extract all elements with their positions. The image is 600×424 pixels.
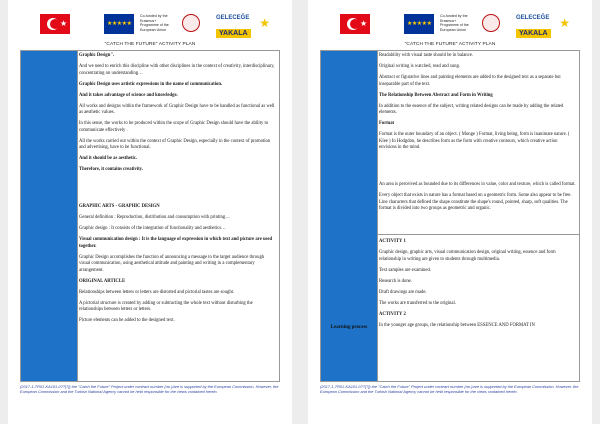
paragraph: All the works carried out within the context of Graphic Design, especially in the context of promotion and advertising, have to be functional. <box>79 138 271 150</box>
paragraph: In the younger age groups, the relationship between ESSENCE AND FORMAT IN <box>379 322 535 328</box>
blank-spacer <box>79 178 276 204</box>
turkey-flag-icon: ★ <box>40 14 70 34</box>
project-brand-logo: GELECEĞE YAKALA ★ <box>516 15 570 37</box>
project-brand-logo: GELECEĞE YAKALA ★ <box>216 15 270 37</box>
paragraph: And it should be as aesthetic. <box>79 156 138 161</box>
paragraph: Abstract or figurative lines and painting elements are added to the designed text as a separate but inseparable part of the text. <box>379 75 561 87</box>
paragraph: Original writing is watched, read and sung. <box>379 64 460 69</box>
activity-plan-table <box>20 50 280 382</box>
paragraph: Picture elements can be added to the designed text. <box>79 318 175 323</box>
document-page-right <box>308 0 592 424</box>
paragraph: All works and designs within the framework of Graphic Design have to be handled as functional as well as aesthetic values. <box>79 103 275 115</box>
paragraph: And we need to enrich this discipline with other disciplines in the context of creativity, interdisciplinary, concentrating on understanding… <box>79 64 275 76</box>
paragraph: In addition to the essence of the subject, writing related designs can be made by adding the related elements. <box>379 103 564 115</box>
blank-spacer <box>379 217 576 239</box>
paragraph: The Relationship Between Abstract and Form in Writing <box>379 92 493 98</box>
eu-flag-icon: ★ ★ ★ ★ ★ <box>104 14 134 34</box>
activity-plan-table <box>320 50 580 382</box>
paragraph: The works are transferred to the original. <box>379 300 456 306</box>
paragraph: Relationships between letters or letters are distorted and pictorial tastes are sought. <box>79 289 235 295</box>
brand-star-icon: ★ <box>559 16 570 30</box>
learning-process-label: Learning process <box>330 325 368 330</box>
paragraph: Graphic Design uses artistic expressions in the name of communication. <box>79 81 223 87</box>
paragraph: Research is done. <box>379 278 412 284</box>
paragraph: Graphic design : It consists of the integration of functionality and aesthetics… <box>79 226 226 231</box>
table-label-column <box>21 51 78 381</box>
paragraph: Every object that exists in nature has a format based on a geometric form. Some also appear to be free. Line characters that defined the shape constitute the shape's round, pointed, sharp, soft qualities. The format is divided into two groups as geometric and organic. <box>379 193 572 211</box>
paragraph: Visual communication design : It is the language of expression in which text and picture are used together. <box>79 237 273 249</box>
paragraph: General definition : Reproduction, distribution and consumption with printing… <box>79 215 230 220</box>
paragraph: A pictorial structure is created by adding or subtracting the whole text without disturbing the relationships between letters or letters. <box>79 300 253 312</box>
table-content-cell <box>79 53 276 381</box>
paragraph: And it takes advantage of science and knowledge. <box>79 92 178 98</box>
paragraph: Readability with visual taste should be in balance. <box>379 53 473 58</box>
paragraph: Therefore, it contains creativity. <box>79 167 143 172</box>
document-page-left <box>8 0 292 424</box>
header-logos <box>320 14 580 37</box>
eu-cofunded-text: Co-funded by the Erasmus+ Programme of the European Union <box>440 14 469 32</box>
funding-disclaimer: (2017-1-TR01-KA101-0??[?]) the "Catch the Future" Project under contract number (no.)/are is supported by the European Commission. However, the European Commission and the Turkish National Agency cannot be held responsible for the views contained herein. <box>20 384 279 395</box>
institution-seal-icon <box>482 14 500 32</box>
brand-star-icon: ★ <box>259 16 270 30</box>
funding-disclaimer: (2017-1-TR01-KA101-0??[?]) the "Catch the Future" Project under contract number (no.)/are is supported by the European Commission. However, the European Commission and the Turkish National Agency cannot be held responsible for the views contained herein. <box>320 384 579 395</box>
paragraph: Graphic design, graphic arts, visual communication design, original writing, essence and form relationship in writing are given to students through multimedia. <box>379 250 556 262</box>
blank-spacer <box>379 156 576 182</box>
paragraph: Format is the outer boundary of an object. ( Monge ) Format, living being, form is inanimate nature. ( Klee ) In Hodgdon, he describes form as the form with creative contours, which creative action envisions in the mind. <box>379 132 570 150</box>
activity-plan-title: "CATCH THE FUTURE" ACTIVITY PLAN <box>104 42 196 47</box>
paragraph: In this sense, the works to be produced within the scope of Graphic Design should have the ability to communicate effectively . <box>79 121 269 133</box>
institution-seal-icon <box>182 14 200 32</box>
eu-cofunded-text: Co-funded by the Erasmus+ Programme of the European Union <box>140 14 169 32</box>
activity-plan-title: "CATCH THE FUTURE" ACTIVITY PLAN <box>404 42 496 47</box>
paragraph: GRAPHIC ARTS - GRAPHIC DESIGN <box>79 204 160 209</box>
header-logos <box>20 14 280 37</box>
eu-flag-icon: ★ ★ ★ ★ ★ <box>404 14 434 34</box>
paragraph: Graphic Design". <box>79 53 115 58</box>
paragraph: ACTIVITY 2 <box>379 311 406 317</box>
paragraph: Format <box>379 121 395 126</box>
paragraph: Text samples are examined. <box>379 267 431 273</box>
turkey-flag-icon: ★ <box>340 14 370 34</box>
paragraph: An area is perceived as bounded due to its differences in value, color and texture, which is called format. <box>379 182 576 187</box>
table-label-column <box>321 51 378 381</box>
paragraph: ORIGINAL ARTICLE <box>79 278 126 284</box>
table-content-cell <box>379 53 576 381</box>
paragraph: Graphic Design accomplishes the function of announcing a message to the target audience through visual communication, using aesthetical attitude and painting and writing in a complementary arrangement. <box>79 254 265 273</box>
paragraph: Draft drawings are made. <box>379 289 427 295</box>
paragraph: ACTIVITY 1 <box>379 239 406 244</box>
